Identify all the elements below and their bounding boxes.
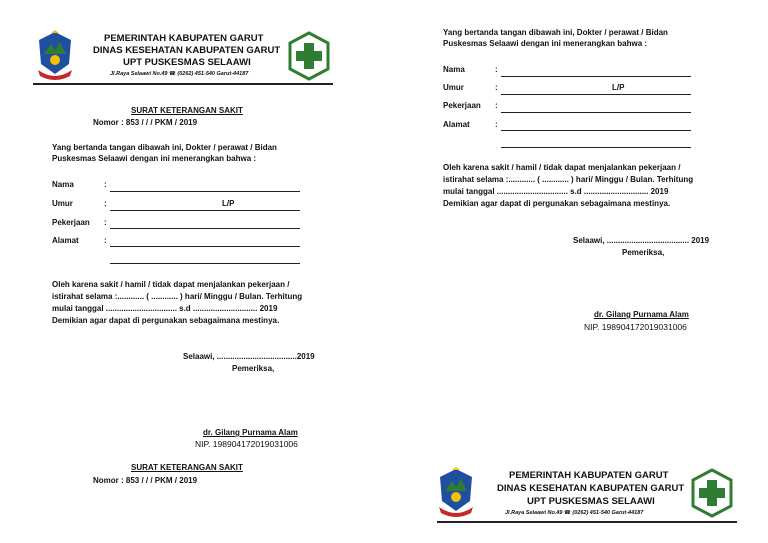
gender-lp-right: L/P: [612, 83, 625, 92]
field-nama-right[interactable]: [501, 76, 691, 77]
header-address-bottom: Jl.Raya Selaawi No.49 ☎ (0262) 451-540 Garut-44187: [505, 510, 644, 516]
doctor-name: dr. Gilang Purnama Alam: [203, 428, 298, 437]
header-line-1-bottom: PEMERINTAH KABUPATEN GARUT: [509, 470, 669, 481]
field-pekerjaan[interactable]: [110, 228, 300, 229]
colon: :: [495, 83, 498, 92]
intro-line-1-right: Yang bertanda tangan dibawah ini, Dokter / perawat / Bidan: [443, 28, 668, 37]
doctor-nip: NIP. 198904172019031006: [195, 439, 298, 449]
label-alamat-right: Alamat: [443, 120, 470, 129]
label-alamat: Alamat: [52, 236, 79, 245]
doctor-name-right: dr. Gilang Purnama Alam: [594, 310, 689, 319]
field-alamat-2[interactable]: [110, 263, 300, 264]
body-line-1-right: Oleh karena sakit / hamil / tidak dapat menjalankan pekerjaan /: [443, 163, 681, 172]
header-line-3: UPT PUSKESMAS SELAAWI: [123, 57, 251, 68]
field-alamat-right[interactable]: [501, 130, 691, 131]
label-pekerjaan-right: Pekerjaan: [443, 101, 481, 110]
field-umur-right[interactable]: [501, 94, 691, 95]
field-alamat-right-2[interactable]: [501, 147, 691, 148]
letter-title: SURAT KETERANGAN SAKIT: [131, 106, 243, 115]
intro-line-2-right: Puskesmas Selaawi dengan ini menerangkan bahwa :: [443, 39, 648, 48]
letter-title-2: SURAT KETERANGAN SAKIT: [131, 463, 243, 472]
place-date: Selaawi, ....................................2019: [183, 352, 315, 361]
letter-number: Nomor : 853 / / / PKM / 2019: [93, 118, 198, 127]
header-line-2: DINAS KESEHATAN KABUPATEN GARUT: [93, 45, 281, 56]
label-nama: Nama: [52, 180, 74, 189]
label-nama-right: Nama: [443, 65, 465, 74]
body-line-2: istirahat selama :............ ( ............ ) hari/ Minggu / Bulan. Terhitung: [52, 292, 303, 301]
field-umur[interactable]: [110, 210, 300, 211]
place-date-right: Selaawi, ..................................... 2019: [573, 236, 710, 245]
field-nama[interactable]: [110, 191, 300, 192]
body-line-3-right: mulai tanggal ................................ s.d ............................. 2019: [443, 187, 669, 196]
intro-line-1: Yang bertanda tangan dibawah ini, Dokter / perawat / Bidan: [52, 143, 277, 152]
letter-number-2: Nomor : 853 / / / PKM / 2019: [93, 476, 198, 485]
header-line-3-bottom: UPT PUSKESMAS SELAAWI: [527, 496, 655, 507]
header-address: Jl.Raya Selaawi No.49 ☎ (0262) 451-540 Garut-44187: [110, 71, 249, 77]
intro-line-2: Puskesmas Selaawi dengan ini menerangkan bahwa :: [52, 154, 257, 163]
label-pekerjaan: Pekerjaan: [52, 218, 90, 227]
garut-regency-logo: [36, 30, 74, 85]
body-line-4-right: Demikian agar dapat di pergunakan sebagaimana mestinya.: [443, 199, 671, 208]
garut-regency-logo: [437, 467, 475, 522]
colon: :: [495, 101, 498, 110]
puskesmas-cross-logo: [287, 31, 331, 86]
header-rule: [33, 83, 333, 85]
colon: :: [495, 120, 498, 129]
header-line-1: PEMERINTAH KABUPATEN GARUT: [104, 33, 264, 44]
body-line-2-right: istirahat selama :............ ( ............ ) hari/ Minggu / Bulan. Terhitung: [443, 175, 694, 184]
body-line-4: Demikian agar dapat di pergunakan sebagaimana mestinya.: [52, 316, 280, 325]
label-umur-right: Umur: [443, 83, 464, 92]
puskesmas-cross-logo: [690, 468, 734, 523]
doctor-nip-right: NIP. 198904172019031006: [584, 322, 687, 332]
colon: :: [104, 199, 107, 208]
colon: :: [495, 65, 498, 74]
colon: :: [104, 218, 107, 227]
gender-lp: L/P: [222, 199, 235, 208]
body-line-3: mulai tanggal ................................ s.d ............................. 2019: [52, 304, 278, 313]
field-alamat[interactable]: [110, 246, 300, 247]
label-umur: Umur: [52, 199, 73, 208]
header-line-2-bottom: DINAS KESEHATAN KABUPATEN GARUT: [497, 483, 685, 494]
pemeriksa-right: Pemeriksa,: [622, 248, 665, 257]
body-line-1: Oleh karena sakit / hamil / tidak dapat menjalankan pekerjaan /: [52, 280, 290, 289]
pemeriksa: Pemeriksa,: [232, 364, 275, 373]
field-pekerjaan-right[interactable]: [501, 112, 691, 113]
colon: :: [104, 236, 107, 245]
header-rule-bottom: [437, 521, 737, 523]
colon: :: [104, 180, 107, 189]
